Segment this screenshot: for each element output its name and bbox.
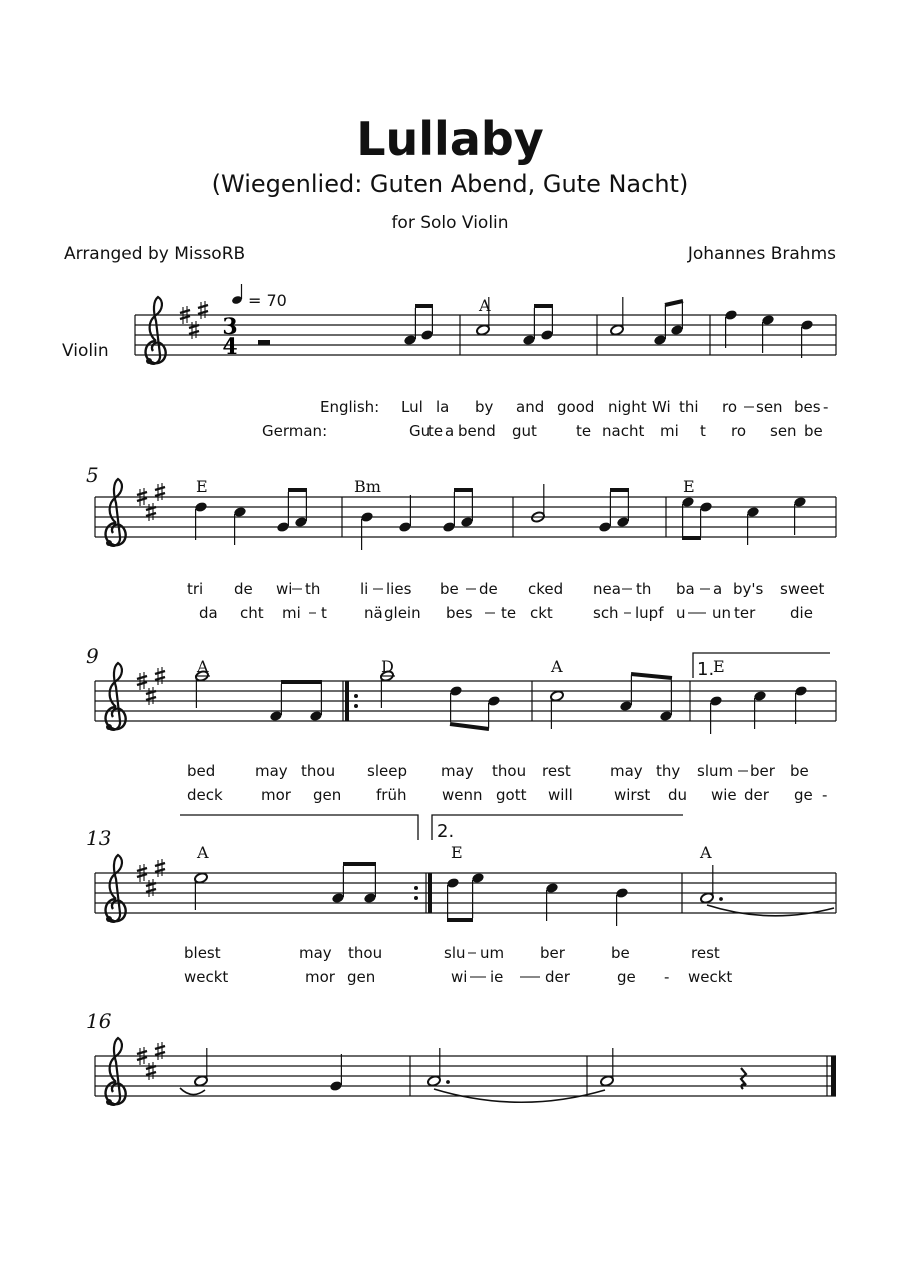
svg-text:ber: ber xyxy=(750,762,775,780)
chord-symbol: D xyxy=(381,657,394,676)
svg-text:du: du xyxy=(668,786,688,804)
chord-symbol: E xyxy=(683,477,695,496)
svg-text:tri: tri xyxy=(187,580,204,598)
measure-number: 9 xyxy=(86,644,99,668)
chord-symbol: A xyxy=(197,843,209,862)
treble-clef-icon xyxy=(106,1038,126,1105)
treble-clef-icon xyxy=(106,663,126,730)
svg-text:may: may xyxy=(299,944,332,962)
svg-text:te: te xyxy=(428,422,444,440)
half-rest xyxy=(258,340,270,345)
svg-text:der: der xyxy=(744,786,769,804)
volta-1-label: 1. xyxy=(697,659,715,680)
svg-text:be: be xyxy=(440,580,459,598)
note-group xyxy=(180,1048,343,1095)
svg-text:bed: bed xyxy=(187,762,216,780)
system-4 xyxy=(86,815,836,986)
svg-text:sen: sen xyxy=(770,422,797,440)
tempo-marking: = 70 xyxy=(248,291,287,310)
note-group xyxy=(724,309,814,358)
svg-text:-: - xyxy=(822,786,828,804)
key-signature xyxy=(137,1042,165,1080)
note-group xyxy=(380,670,501,729)
svg-text:by's: by's xyxy=(733,580,764,598)
note-group xyxy=(195,670,323,722)
svg-text:gut: gut xyxy=(512,422,537,440)
svg-text:t: t xyxy=(700,422,706,440)
svg-text:lupf: lupf xyxy=(635,604,664,622)
system-5 xyxy=(86,1009,836,1105)
svg-text:blest: blest xyxy=(184,944,221,962)
svg-text:u: u xyxy=(676,604,686,622)
instrumentation-label: for Solo Violin xyxy=(391,213,509,233)
svg-text:sch: sch xyxy=(593,604,619,622)
composer-credit: Johannes Brahms xyxy=(687,244,836,264)
svg-text:bes: bes xyxy=(446,604,473,622)
lyrics-english-1 xyxy=(401,398,828,416)
chord-symbol: A xyxy=(197,657,209,676)
svg-text:gott: gott xyxy=(496,786,527,804)
lyric-label-german: German: xyxy=(262,422,328,440)
svg-text:li: li xyxy=(360,580,369,598)
svg-text:Wi: Wi xyxy=(652,398,671,416)
svg-text:ge: ge xyxy=(794,786,813,804)
svg-text:wie: wie xyxy=(711,786,737,804)
svg-text:sleep: sleep xyxy=(367,762,407,780)
svg-text:by: by xyxy=(475,398,494,416)
arranger-credit: Arranged by MissoRB xyxy=(64,244,246,264)
svg-text:-: - xyxy=(664,968,670,986)
svg-text:t: t xyxy=(321,604,327,622)
svg-text:be: be xyxy=(611,944,630,962)
svg-text:glein: glein xyxy=(384,604,421,622)
key-signature xyxy=(137,483,165,521)
lyrics-german-3 xyxy=(187,786,827,804)
page-subtitle: (Wiegenlied: Guten Abend, Gute Nacht) xyxy=(211,170,689,198)
svg-text:der: der xyxy=(545,968,570,986)
svg-text:a: a xyxy=(445,422,455,440)
svg-text:mi: mi xyxy=(282,604,301,622)
svg-text:a: a xyxy=(713,580,723,598)
treble-clef-icon xyxy=(106,479,126,546)
svg-text:un: un xyxy=(712,604,732,622)
svg-text:ro: ro xyxy=(731,422,747,440)
note-group xyxy=(360,490,474,550)
treble-clef-icon xyxy=(106,855,126,922)
chord-symbol: A xyxy=(700,843,712,862)
svg-text:thou: thou xyxy=(301,762,336,780)
svg-text:ckt: ckt xyxy=(530,604,553,622)
lyrics-english-4 xyxy=(184,944,720,962)
treble-clef-icon xyxy=(146,297,166,364)
svg-text:lies: lies xyxy=(386,580,412,598)
lyrics-german-4 xyxy=(184,968,732,986)
svg-text:thi: thi xyxy=(679,398,699,416)
lyric-label-english: English: xyxy=(320,398,380,416)
instrument-label: Violin xyxy=(62,341,109,361)
svg-text:ro: ro xyxy=(722,398,738,416)
tie xyxy=(707,905,834,916)
svg-text:um: um xyxy=(480,944,505,962)
svg-text:may: may xyxy=(610,762,643,780)
lyrics-english-3 xyxy=(187,762,809,780)
svg-text:de: de xyxy=(234,580,253,598)
svg-text:da: da xyxy=(199,604,218,622)
svg-text:-: - xyxy=(823,398,829,416)
time-signature-bottom: 4 xyxy=(222,334,238,360)
svg-text:may: may xyxy=(441,762,474,780)
note-group xyxy=(709,685,808,734)
svg-text:th: th xyxy=(636,580,652,598)
repeat-start-barline xyxy=(345,681,349,721)
svg-text:be: be xyxy=(790,762,809,780)
note-group xyxy=(600,1048,615,1087)
volta-bracket-2 xyxy=(432,815,683,840)
lyrics-german-2 xyxy=(199,604,813,622)
svg-text:nä: nä xyxy=(364,604,383,622)
chord-symbol: A xyxy=(479,296,491,315)
svg-text:wi: wi xyxy=(276,580,293,598)
lyrics-german-1 xyxy=(409,422,823,440)
repeat-end-barline xyxy=(428,873,432,913)
svg-text:thou: thou xyxy=(492,762,527,780)
svg-text:may: may xyxy=(255,762,288,780)
svg-text:früh: früh xyxy=(376,786,407,804)
final-barline xyxy=(831,1056,836,1096)
note-group xyxy=(610,297,684,346)
svg-text:rest: rest xyxy=(691,944,720,962)
time-signature-top: 3 xyxy=(222,314,238,340)
svg-text:nacht: nacht xyxy=(602,422,645,440)
svg-text:gen: gen xyxy=(313,786,342,804)
system-2 xyxy=(86,463,836,622)
svg-text:ie: ie xyxy=(490,968,504,986)
svg-text:gen: gen xyxy=(347,968,376,986)
svg-text:nea: nea xyxy=(593,580,621,598)
chord-symbol: E xyxy=(713,657,725,676)
svg-text:bend: bend xyxy=(458,422,496,440)
svg-text:die: die xyxy=(790,604,813,622)
svg-text:wi: wi xyxy=(451,968,468,986)
svg-text:slu: slu xyxy=(444,944,466,962)
svg-text:cht: cht xyxy=(240,604,264,622)
volta-2-label: 2. xyxy=(437,821,455,842)
note-group xyxy=(403,306,434,346)
svg-text:ter: ter xyxy=(734,604,756,622)
measure-number: 13 xyxy=(86,826,112,850)
svg-text:wirst: wirst xyxy=(614,786,651,804)
tie xyxy=(180,1088,205,1095)
system-3 xyxy=(86,644,836,804)
note-group xyxy=(531,484,630,533)
note-group xyxy=(446,872,629,926)
svg-text:wenn: wenn xyxy=(442,786,483,804)
svg-text:deck: deck xyxy=(187,786,223,804)
svg-text:be: be xyxy=(804,422,823,440)
lyrics-english-2 xyxy=(187,580,825,598)
key-signature xyxy=(180,301,208,339)
measure-number: 5 xyxy=(86,463,99,487)
svg-text:mor: mor xyxy=(261,786,291,804)
svg-text:thy: thy xyxy=(656,762,681,780)
svg-text:weckt: weckt xyxy=(688,968,733,986)
key-signature xyxy=(137,667,165,705)
svg-text:Gu: Gu xyxy=(409,422,431,440)
volta-bracket-1-end xyxy=(180,815,418,840)
svg-text:de: de xyxy=(479,580,498,598)
svg-text:slum: slum xyxy=(697,762,734,780)
svg-text:weckt: weckt xyxy=(184,968,229,986)
svg-text:thou: thou xyxy=(348,944,383,962)
note-group xyxy=(681,496,807,545)
svg-text:sen: sen xyxy=(756,398,783,416)
svg-text:bes: bes xyxy=(794,398,821,416)
svg-text:th: th xyxy=(305,580,321,598)
measure-number: 16 xyxy=(86,1009,112,1033)
svg-text:rest: rest xyxy=(542,762,571,780)
svg-text:la: la xyxy=(436,398,450,416)
svg-text:ber: ber xyxy=(540,944,565,962)
svg-text:te: te xyxy=(576,422,592,440)
svg-text:will: will xyxy=(548,786,573,804)
chord-symbol: A xyxy=(551,657,563,676)
svg-text:Lul: Lul xyxy=(401,398,423,416)
svg-text:cked: cked xyxy=(528,580,564,598)
svg-text:te: te xyxy=(501,604,517,622)
svg-text:night: night xyxy=(608,398,647,416)
svg-text:mor: mor xyxy=(305,968,335,986)
svg-text:ba: ba xyxy=(676,580,695,598)
key-signature xyxy=(137,859,165,897)
svg-text:and: and xyxy=(516,398,545,416)
svg-text:sweet: sweet xyxy=(780,580,825,598)
system-1 xyxy=(62,284,836,440)
chord-symbol: E xyxy=(196,477,208,496)
svg-text:good: good xyxy=(557,398,595,416)
chord-symbol: Bm xyxy=(354,477,381,496)
svg-text:ge: ge xyxy=(617,968,636,986)
page-title: Lullaby xyxy=(356,112,544,166)
svg-text:mi: mi xyxy=(660,422,679,440)
chord-symbol: E xyxy=(451,843,463,862)
